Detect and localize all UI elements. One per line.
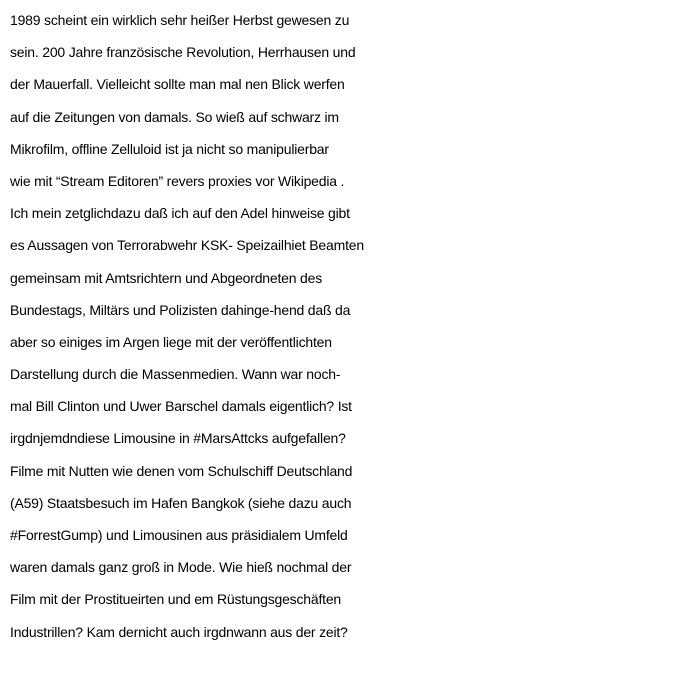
- text-line: wie mit “Stream Editoren” revers proxies vor Wikipedia .: [10, 172, 345, 189]
- text-line: (A59) Staatsbesuch im Hafen Bangkok (siehe dazu auch: [10, 494, 352, 511]
- text-line: Bundestags, Miltärs und Polizisten dahinge-hend daß da: [10, 301, 351, 318]
- text-line: Darstellung durch die Massenmedien. Wann war noch-: [10, 366, 341, 383]
- text-line: Industrillen? Kam dernicht auch irgdnwann aus der zeit?: [10, 623, 348, 640]
- text-line: Filme mit Nutten wie denen vom Schulschiff Deutschland: [10, 462, 353, 479]
- text-line: #ForrestGump) und Limousinen aus präsidialem Umfeld: [10, 527, 348, 543]
- text-line: mal Bill Clinton und Uwer Barschel damals eigentlich? Ist: [10, 398, 352, 415]
- text-line: Mikrofilm, offline Zelluloid ist ja nicht so manipulierbar: [10, 140, 329, 157]
- text-line: gemeinsam mit Amtsrichtern und Abgeordneten des: [10, 269, 322, 286]
- text-line: 1989 scheint ein wirklich sehr heißer Herbst gewesen zu: [10, 12, 350, 28]
- text-line: der Mauerfall. Vielleicht sollte man mal nen Blick werfen: [10, 76, 345, 93]
- text-line: waren damals ganz groß in Mode. Wie hieß nochmal der: [10, 559, 352, 576]
- text-line: auf die Zeitungen von damals. So wieß auf schwarz im: [10, 108, 339, 125]
- text-line: es Aussagen von Terrorabwehr KSK- Speizailhiet Beamten: [10, 237, 364, 254]
- body-text: [10, 4, 682, 648]
- text-line: aber so einiges im Argen liege mit der veröffentlichten: [10, 333, 332, 350]
- text-line: sein. 200 Jahre französische Revolution, Herrhausen und: [10, 44, 356, 61]
- text-line: irgdnjemdndiese Limousine in #MarsAttcks aufgefallen?: [10, 430, 346, 447]
- text-line: Film mit der Prostitueirten und em Rüstungsgeschäften: [10, 591, 341, 608]
- text-line: Ich mein zetglichdazu daß ich auf den Adel hinweise gibt: [10, 205, 350, 222]
